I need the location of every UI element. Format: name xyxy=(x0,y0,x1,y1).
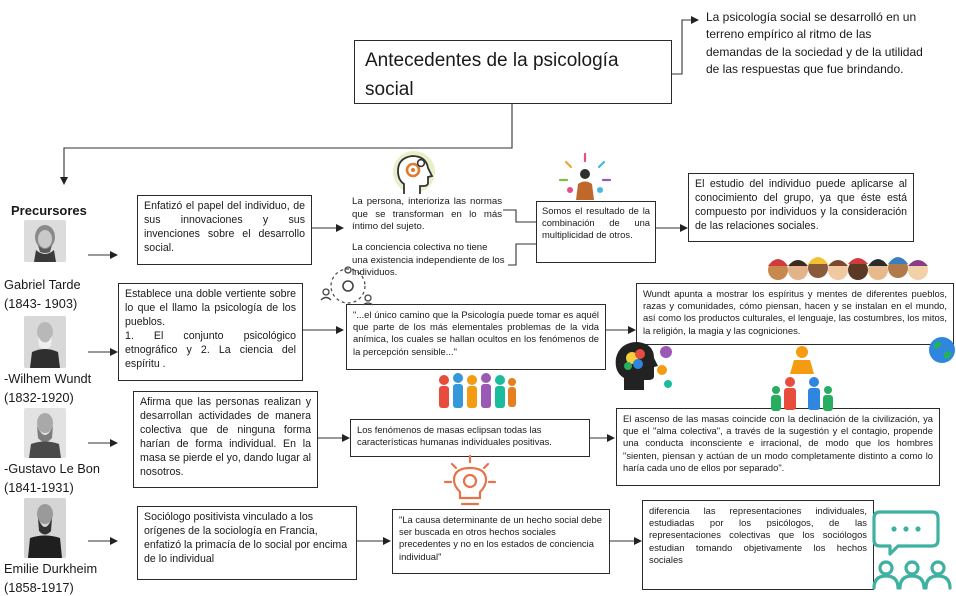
wundt-portrait xyxy=(24,316,66,368)
wundt-box-3: Wundt apunta a mostrar los espíritus y mentes de diferentes pueblos, razas y comunidades, cómo piensan, hacen y se instalan en el mundo, así como los productos culturales, el lenguaje, las costumbres, los mitos, la religión, la magia y las cogniciones. xyxy=(636,283,954,345)
tarde-bracket-top xyxy=(503,210,536,222)
globe-icon xyxy=(928,334,956,366)
precursor-durkheim: Emilie Durkheim (1858-1917) xyxy=(4,561,98,595)
precursor-tarde: Gabriel Tarde (1843- 1903) xyxy=(4,277,81,311)
tarde-box-2: Somos el resultado de la combinación de una multiplicidad de otros. xyxy=(536,201,656,263)
lebon-box-1: Afirma que las personas realizan y desarrollan actividades de manera colectiva que de ninguna forma harían de forma individual. En la masa se pierde el yo, dando lugar al nosotros. xyxy=(133,391,318,488)
tarde-person-text: La persona, interioriza las normas que se transforman en lo más íntimo del sujeto. xyxy=(352,196,502,233)
title-box xyxy=(354,40,672,104)
precursor-lebon: -Gustavo Le Bon (1841-1931) xyxy=(4,461,101,495)
durkheim-portrait xyxy=(24,498,66,558)
precursors-heading: Precursores xyxy=(11,203,87,218)
lebon-box-3: El ascenso de las masas coincide con la declinación de la civilización, ya que el "alma colectiva", a través de la sugestión y el contagio, propende una conducta inconsciente e irracional, de modo que los hombres "sienten, piensan y actúan de un modo completamente distinto a como lo haría cada uno de ellos por separado". xyxy=(616,408,940,486)
tarde-box-3: El estudio del individuo puede aplicarse al conocimiento del grupo, ya que éste está compuesto por individuos y la consideración de las relaciones sociales. xyxy=(688,173,914,242)
tarde-bracket-bottom xyxy=(508,244,536,265)
durkheim-box-3: diferencia las representaciones individuales, estudiadas por los psicólogos, de las representaciones colectivas que los sociólogos estudian tomando objetivamente los hechos sociales xyxy=(642,500,874,590)
wundt-box-2: "...el único camino que la Psicología puede tomar es aquél que parte de los más elementales problemas de la vida anímica, los cuales se hallan ocultos en los fenómenos de la percepción sensible..." xyxy=(346,304,606,370)
tarde-collective-text: La conciencia colectiva no tiene una existencia independiente de los individuos. xyxy=(352,242,505,279)
colorful-head-icon xyxy=(610,334,680,394)
diverse-faces-icon xyxy=(766,240,936,284)
durkheim-box-1: Sociólogo positivista vinculado a los orígenes de la sociología en Francia, enfatizó la primacía de lo social por encima de lo individual xyxy=(137,506,357,580)
teamwork-climb-icon xyxy=(768,344,838,414)
durkheim-box-2: "La causa determinante de un hecho social debe ser buscada en otros hechos sociales precedentes y no en los estados de conciencia individual" xyxy=(392,509,610,574)
head-gears-icon xyxy=(388,150,444,200)
lightbulb-gear-icon xyxy=(442,454,498,510)
chat-group-icon xyxy=(872,508,954,592)
tarde-box-1: Enfatizó el papel del individuo, de sus innovaciones y sus invenciones sobre el desarrollo social. xyxy=(137,195,312,265)
tarde-portrait xyxy=(24,220,66,262)
wundt-box-1: Establece una doble vertiente sobre lo que el llamo la psicología de los pueblos. 1. El conjunto psicológico etnográfico y 2. La ciencia del espíritu . xyxy=(118,283,303,381)
title-to-precursors-arrow xyxy=(64,104,512,184)
top-note: La psicología social se desarrolló en un terreno empírico al ritmo de las demandas de la sociedad y de la utilidad de las respuestas que fue brindando. xyxy=(706,10,923,77)
lebon-box-2: Los fenómenos de masas eclipsan todas las características humanas individuales positivas. xyxy=(350,419,590,457)
crowd-icon xyxy=(434,370,520,420)
team-gear-icon xyxy=(556,152,614,204)
page-title: Antecedentes de la psicología social xyxy=(365,50,619,101)
people-network-icon xyxy=(318,266,378,306)
precursor-wundt: -Wilhem Wundt (1832-1920) xyxy=(4,371,92,405)
lebon-portrait xyxy=(24,408,66,458)
title-to-note-arrow xyxy=(672,20,698,74)
